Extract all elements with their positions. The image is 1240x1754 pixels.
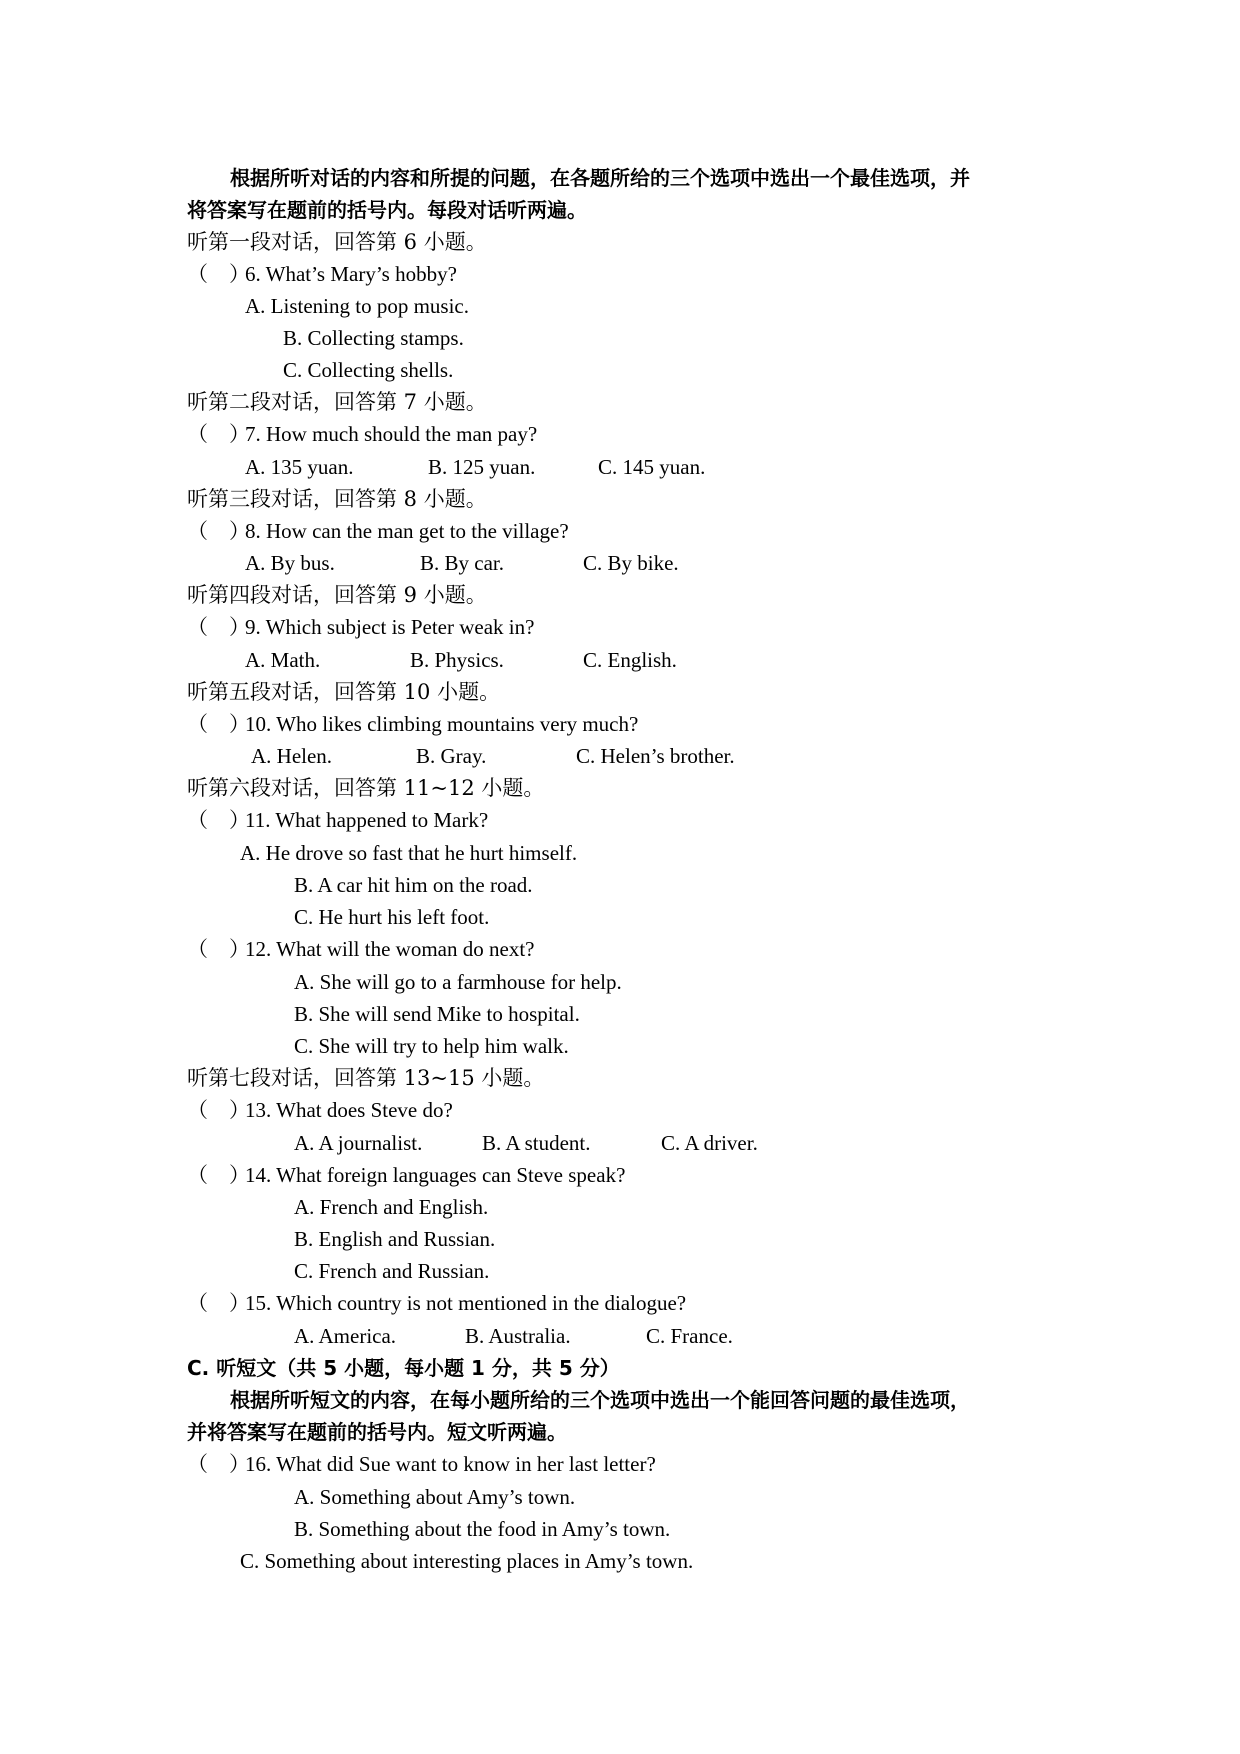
instructions-line-1: 根据所听对话的内容和所提的问题，在各题所给的三个选项中选出一个最佳选项，并 — [230, 166, 970, 190]
question-13 — [187, 1094, 453, 1126]
q14-option-c: C. French and Russian. — [294, 1259, 490, 1283]
question-11 — [187, 804, 488, 836]
q9-option-a: A. Math. — [245, 648, 321, 672]
question-16 — [187, 1448, 656, 1480]
q16-option-c: C. Something about interesting places in Amy’s town. — [240, 1549, 694, 1573]
answer-bracket[interactable]: （ ） — [187, 808, 250, 832]
question-10 — [187, 708, 638, 740]
q12-option-b: B. She will send Mike to hospital. — [294, 1002, 580, 1026]
question-6-text: 6. What’s Mary’s hobby? — [245, 262, 457, 286]
question-8-text: 8. How can the man get to the village? — [245, 519, 569, 543]
question-11-text: 11. What happened to Mark? — [245, 808, 489, 832]
question-15-text: 15. Which country is not mentioned in the dialogue? — [245, 1291, 687, 1315]
q8-option-a: A. By bus. — [245, 551, 335, 575]
q7-option-b: B. 125 yuan. — [428, 455, 536, 479]
question-6 — [187, 258, 457, 290]
q16-option-b: B. Something about the food in Amy’s town. — [294, 1517, 671, 1541]
question-9-text: 9. Which subject is Peter weak in? — [245, 615, 535, 639]
q15-option-c: C. France. — [646, 1324, 733, 1348]
dialogue-1-header: 听第一段对话，回答第 6 小题。 — [187, 230, 487, 254]
q11-option-a: A. He drove so fast that he hurt himself. — [240, 841, 578, 865]
q12-option-a: A. She will go to a farmhouse for help. — [294, 970, 622, 994]
q11-option-b: B. A car hit him on the road. — [294, 873, 533, 897]
q14-option-a: A. French and English. — [294, 1195, 489, 1219]
q8-option-b: B. By car. — [420, 551, 504, 575]
instructions-line-2: 将答案写在题前的括号内。每段对话听两遍。 — [187, 198, 587, 222]
answer-bracket[interactable]: （ ） — [187, 1291, 250, 1315]
q6-option-a: A. Listening to pop music. — [245, 294, 469, 318]
q8-option-c: C. By bike. — [583, 551, 679, 575]
dialogue-5-header: 听第五段对话，回答第 10 小题。 — [187, 680, 501, 704]
q7-option-c: C. 145 yuan. — [598, 455, 706, 479]
q10-option-b: B. Gray. — [416, 744, 487, 768]
question-9 — [187, 611, 534, 643]
question-12 — [187, 933, 534, 965]
question-12-text: 12. What will the woman do next? — [245, 937, 535, 961]
dialogue-6-header: 听第六段对话，回答第 11~12 小题。 — [187, 776, 545, 800]
question-14 — [187, 1159, 625, 1191]
question-8 — [187, 515, 569, 547]
question-10-text: 10. Who likes climbing mountains very much? — [245, 712, 639, 736]
answer-bracket[interactable]: （ ） — [187, 1098, 250, 1122]
q14-option-b: B. English and Russian. — [294, 1227, 496, 1251]
dialogue-2-header: 听第二段对话，回答第 7 小题。 — [187, 390, 487, 414]
answer-bracket[interactable]: （ ） — [187, 937, 250, 961]
section-c-instructions-line-2: 并将答案写在题前的括号内。短文听两遍。 — [187, 1420, 567, 1444]
answer-bracket[interactable]: （ ） — [187, 615, 250, 639]
q16-option-a: A. Something about Amy’s town. — [294, 1485, 576, 1509]
answer-bracket[interactable]: （ ） — [187, 1163, 250, 1187]
dialogue-4-header: 听第四段对话，回答第 9 小题。 — [187, 583, 487, 607]
q10-option-c: C. Helen’s brother. — [576, 744, 735, 768]
q10-option-a: A. Helen. — [251, 744, 333, 768]
question-14-text: 14. What foreign languages can Steve speak? — [245, 1163, 626, 1187]
question-7-text: 7. How much should the man pay? — [245, 422, 538, 446]
question-7 — [187, 418, 537, 450]
q15-option-a: A. America. — [294, 1324, 397, 1348]
q13-option-c: C. A driver. — [661, 1131, 758, 1155]
section-c-instructions-line-1: 根据所听短文的内容，在每小题所给的三个选项中选出一个能回答问题的最佳选项， — [230, 1388, 970, 1412]
answer-bracket[interactable]: （ ） — [187, 262, 250, 286]
answer-bracket[interactable]: （ ） — [187, 519, 250, 543]
q11-option-c: C. He hurt his left foot. — [294, 905, 490, 929]
answer-bracket[interactable]: （ ） — [187, 422, 250, 446]
dialogue-3-header: 听第三段对话，回答第 8 小题。 — [187, 487, 487, 511]
q15-option-b: B. Australia. — [465, 1324, 571, 1348]
q6-option-b: B. Collecting stamps. — [283, 326, 464, 350]
q12-option-c: C. She will try to help him walk. — [294, 1034, 569, 1058]
q7-option-a: A. 135 yuan. — [245, 455, 354, 479]
q6-option-c: C. Collecting shells. — [283, 358, 454, 382]
q9-option-b: B. Physics. — [410, 648, 504, 672]
question-13-text: 13. What does Steve do? — [245, 1098, 453, 1122]
answer-bracket[interactable]: （ ） — [187, 1452, 250, 1476]
q9-option-c: C. English. — [583, 648, 677, 672]
question-16-text: 16. What did Sue want to know in her last letter? — [245, 1452, 656, 1476]
q13-option-b: B. A student. — [482, 1131, 591, 1155]
dialogue-7-header: 听第七段对话，回答第 13~15 小题。 — [187, 1066, 545, 1090]
question-15 — [187, 1287, 686, 1319]
q13-option-a: A. A journalist. — [294, 1131, 423, 1155]
section-c-title: C. 听短文（共 5 小题，每小题 1 分，共 5 分） — [187, 1356, 620, 1380]
answer-bracket[interactable]: （ ） — [187, 712, 250, 736]
